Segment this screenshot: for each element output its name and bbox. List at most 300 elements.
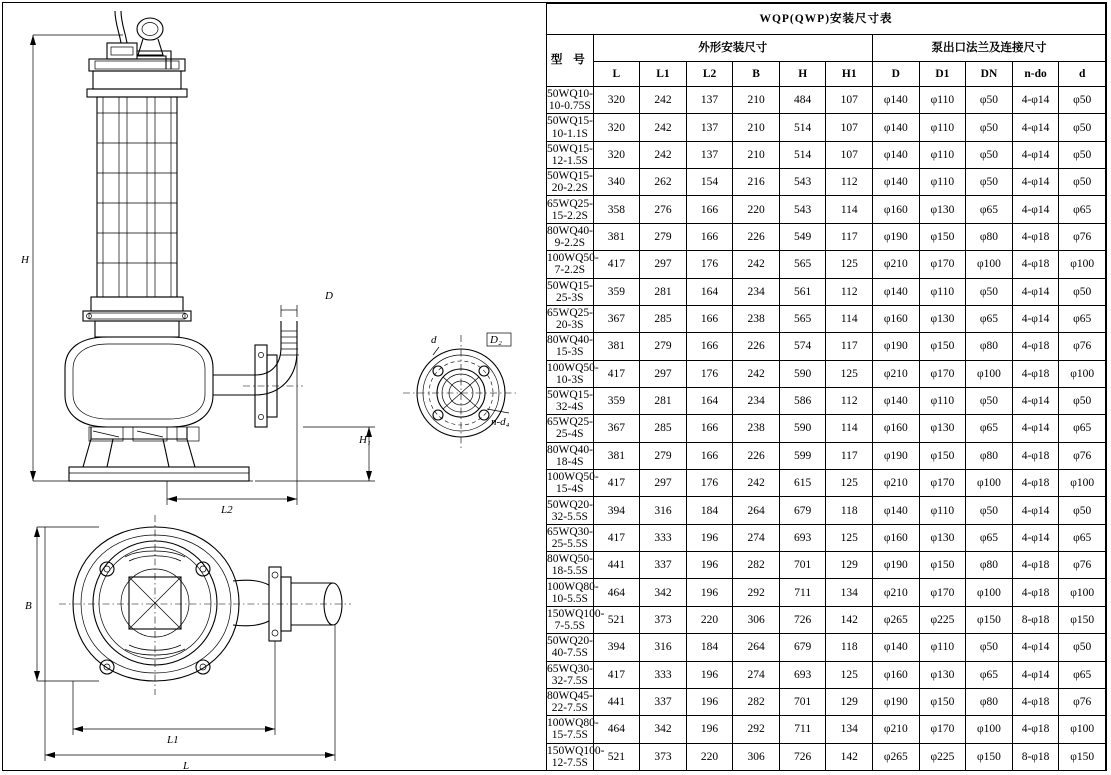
cell-D1: φ170: [919, 251, 966, 278]
cell-L2: 166: [686, 196, 733, 223]
cell-H: 543: [779, 169, 826, 196]
header-col-ndo: n-do: [1012, 62, 1059, 87]
cell-B: 216: [733, 169, 780, 196]
cell-H1: 114: [826, 415, 873, 442]
cell-L: 417: [593, 360, 640, 387]
cell-L2: 137: [686, 114, 733, 141]
table-row: [547, 497, 1106, 524]
cell-L: 417: [593, 470, 640, 497]
cell-D1: φ110: [919, 141, 966, 168]
cell-ndo: 4-φ14: [1012, 524, 1059, 551]
header-col-d: d: [1059, 62, 1106, 87]
cell-DN: φ50: [966, 87, 1013, 114]
cell-model: 65WQ30-32-7.5S: [547, 662, 593, 687]
cell-ndo: 4-φ14: [1012, 114, 1059, 141]
cell-H1: 114: [826, 196, 873, 223]
front-view-dim-H-label: H: [21, 254, 29, 266]
cell-D: φ190: [873, 688, 920, 715]
cell-L: 464: [593, 716, 640, 743]
cell-D1: φ150: [919, 552, 966, 579]
cell-L1: 242: [640, 114, 687, 141]
header-col-B: B: [733, 62, 780, 87]
cell-H1: 134: [826, 716, 873, 743]
cell-ndo: 4-φ14: [1012, 497, 1059, 524]
table-row: [547, 114, 1106, 141]
cell-D1: φ170: [919, 360, 966, 387]
cell-D: φ210: [873, 579, 920, 606]
pump-drawing: [3, 3, 545, 770]
cell-d: φ65: [1059, 415, 1106, 442]
cell-H1: 112: [826, 278, 873, 305]
cell-H1: 117: [826, 442, 873, 469]
cell-DN: φ50: [966, 278, 1013, 305]
top-view-dim-L-label: L: [183, 760, 190, 770]
cell-L1: 262: [640, 169, 687, 196]
cell-D1: φ150: [919, 442, 966, 469]
cell-L2: 184: [686, 497, 733, 524]
cell-D: φ160: [873, 305, 920, 332]
cell-ndo: 4-φ18: [1012, 251, 1059, 278]
cell-ndo: 4-φ14: [1012, 387, 1059, 414]
cell-d: φ65: [1059, 524, 1106, 551]
cell-L2: 196: [686, 552, 733, 579]
cell-ndo: 4-φ14: [1012, 196, 1059, 223]
cell-model: 150WQ100-12-7.5S: [547, 744, 605, 769]
cell-H: 701: [779, 688, 826, 715]
cell-D: φ210: [873, 470, 920, 497]
cell-L1: 285: [640, 415, 687, 442]
cell-model: 100WQ80-15-7.5S: [547, 717, 599, 742]
cell-L2: 176: [686, 360, 733, 387]
cell-L: 320: [593, 87, 640, 114]
cell-D1: φ110: [919, 169, 966, 196]
cell-model: 50WQ15-25-3S: [547, 279, 593, 304]
table-row: [547, 196, 1106, 223]
cell-L1: 342: [640, 716, 687, 743]
cell-L2: 176: [686, 251, 733, 278]
cell-DN: φ65: [966, 305, 1013, 332]
cell-B: 306: [733, 606, 780, 633]
cell-ndo: 4-φ14: [1012, 415, 1059, 442]
cell-L1: 297: [640, 470, 687, 497]
cell-D: φ160: [873, 415, 920, 442]
cell-model: 80WQ40-15-3S: [547, 334, 593, 359]
cell-DN: φ80: [966, 688, 1013, 715]
cell-L1: 279: [640, 442, 687, 469]
cell-L1: 333: [640, 661, 687, 688]
cell-L1: 316: [640, 634, 687, 661]
cell-DN: φ80: [966, 333, 1013, 360]
cell-H: 484: [779, 87, 826, 114]
cell-DN: φ100: [966, 360, 1013, 387]
cell-DN: φ150: [966, 606, 1013, 633]
cell-ndo: 4-φ14: [1012, 278, 1059, 305]
cell-D1: φ110: [919, 114, 966, 141]
table-row: [547, 688, 1106, 715]
table-head: [547, 4, 1106, 87]
cell-D1: φ225: [919, 606, 966, 633]
cell-L: 417: [593, 661, 640, 688]
cell-H1: 114: [826, 305, 873, 332]
cell-L: 381: [593, 223, 640, 250]
cell-D: φ140: [873, 169, 920, 196]
cell-D1: φ110: [919, 87, 966, 114]
cell-D: φ160: [873, 661, 920, 688]
cell-DN: φ150: [966, 743, 1013, 770]
cell-L1: 316: [640, 497, 687, 524]
cell-D: φ210: [873, 251, 920, 278]
cell-model: 80WQ45-22-7.5S: [547, 690, 593, 715]
cell-B: 234: [733, 278, 780, 305]
cell-L: 521: [593, 606, 640, 633]
flange-dim-d-label: d: [431, 334, 437, 346]
table-row: [547, 251, 1106, 278]
cell-B: 238: [733, 305, 780, 332]
front-view-dim-D-label: D: [325, 290, 333, 302]
flange-dim-D2-label: D₂: [490, 334, 502, 346]
cell-D: φ140: [873, 141, 920, 168]
cell-H1: 125: [826, 661, 873, 688]
cell-D: φ160: [873, 524, 920, 551]
header-group-outline: 外形安装尺寸: [593, 35, 872, 62]
cell-H1: 118: [826, 634, 873, 661]
cell-H: 599: [779, 442, 826, 469]
cell-B: 274: [733, 661, 780, 688]
cell-ndo: 4-φ18: [1012, 360, 1059, 387]
cell-model: 100WQ80-10-5.5S: [547, 580, 599, 605]
cell-D: φ160: [873, 196, 920, 223]
cell-model: 65WQ25-25-4S: [547, 416, 593, 441]
cell-L2: 176: [686, 470, 733, 497]
cell-model: 65WQ25-20-3S: [547, 306, 593, 332]
dimension-table: [546, 3, 1106, 771]
cell-model: 100WQ50-7-2.2S: [547, 252, 599, 277]
header-col-D1: D1: [919, 62, 966, 87]
cell-B: 234: [733, 387, 780, 414]
top-view-dim-B-label: B: [25, 600, 32, 612]
cell-H1: 107: [826, 141, 873, 168]
cell-DN: φ50: [966, 634, 1013, 661]
cell-L2: 166: [686, 333, 733, 360]
cell-D: φ190: [873, 223, 920, 250]
cell-d: φ50: [1059, 278, 1106, 305]
cell-D1: φ130: [919, 305, 966, 332]
cell-D: φ190: [873, 442, 920, 469]
cell-L1: 297: [640, 360, 687, 387]
cell-L: 521: [593, 743, 640, 770]
cell-L1: 342: [640, 579, 687, 606]
cell-d: φ100: [1059, 251, 1106, 278]
cell-H: 711: [779, 579, 826, 606]
header-col-H: H: [779, 62, 826, 87]
cell-H: 693: [779, 661, 826, 688]
cell-L2: 166: [686, 442, 733, 469]
cell-L1: 373: [640, 606, 687, 633]
cell-ndo: 8-φ18: [1012, 606, 1059, 633]
cell-d: φ76: [1059, 552, 1106, 579]
cell-D: φ210: [873, 360, 920, 387]
cell-d: φ150: [1059, 743, 1106, 770]
cell-d: φ50: [1059, 497, 1106, 524]
front-view-dim-H1-label: H₁: [359, 434, 371, 446]
cell-L1: 281: [640, 387, 687, 414]
cell-DN: φ50: [966, 387, 1013, 414]
cell-H: 679: [779, 634, 826, 661]
header-col-DN: DN: [966, 62, 1013, 87]
cell-B: 242: [733, 251, 780, 278]
table-row: [547, 87, 1106, 114]
cell-B: 292: [733, 716, 780, 743]
cell-d: φ50: [1059, 141, 1106, 168]
cell-d: φ100: [1059, 579, 1106, 606]
cell-H1: 118: [826, 497, 873, 524]
cell-L: 394: [593, 634, 640, 661]
cell-D: φ265: [873, 606, 920, 633]
cell-D1: φ130: [919, 661, 966, 688]
cell-DN: φ50: [966, 169, 1013, 196]
cell-D: φ140: [873, 87, 920, 114]
cell-ndo: 4-φ14: [1012, 169, 1059, 196]
cell-d: φ50: [1059, 87, 1106, 114]
table-body: [547, 87, 1106, 771]
header-col-H1: H1: [826, 62, 873, 87]
cell-D: φ140: [873, 278, 920, 305]
cell-L1: 373: [640, 743, 687, 770]
cell-H: 565: [779, 251, 826, 278]
cell-H1: 129: [826, 552, 873, 579]
cell-DN: φ100: [966, 251, 1013, 278]
flange-dim-ndo-label: n-d₄: [491, 416, 510, 428]
cell-H1: 134: [826, 579, 873, 606]
table-row: [547, 716, 1106, 743]
cell-model: 100WQ50-15-4S: [547, 471, 599, 496]
cell-d: φ65: [1059, 196, 1106, 223]
cell-L1: 242: [640, 87, 687, 114]
cell-L2: 196: [686, 716, 733, 743]
header-col-D: D: [873, 62, 920, 87]
cell-L: 381: [593, 442, 640, 469]
front-view: [20, 11, 375, 516]
table-row: [547, 524, 1106, 551]
cell-L1: 333: [640, 524, 687, 551]
cell-L2: 137: [686, 87, 733, 114]
header-group-flange: 泵出口法兰及连接尺寸: [873, 35, 1106, 62]
cell-DN: φ100: [966, 716, 1013, 743]
cell-L1: 281: [640, 278, 687, 305]
table-row: [547, 606, 1106, 633]
cell-L: 359: [593, 278, 640, 305]
cell-DN: φ100: [966, 579, 1013, 606]
cell-L1: 276: [640, 196, 687, 223]
cell-model: 150WQ100-7-5.5S: [547, 607, 605, 632]
cell-H: 514: [779, 114, 826, 141]
cell-H1: 142: [826, 606, 873, 633]
cell-H: 549: [779, 223, 826, 250]
cell-model: 80WQ50-18-5.5S: [547, 553, 593, 578]
cell-d: φ50: [1059, 114, 1106, 141]
cell-model: 50WQ15-20-2.2S: [547, 170, 593, 195]
cell-model: 50WQ20-32-5.5S: [547, 498, 593, 523]
cell-D1: φ170: [919, 470, 966, 497]
cell-D1: φ170: [919, 579, 966, 606]
cell-D: φ190: [873, 333, 920, 360]
cell-B: 210: [733, 141, 780, 168]
cell-L: 441: [593, 688, 640, 715]
table-row: [547, 415, 1106, 442]
cell-D1: φ110: [919, 387, 966, 414]
cell-ndo: 4-φ18: [1012, 552, 1059, 579]
header-model: 型 号: [547, 35, 594, 87]
cell-L: 359: [593, 387, 640, 414]
cell-DN: φ50: [966, 141, 1013, 168]
cell-B: 226: [733, 333, 780, 360]
cell-D1: φ130: [919, 524, 966, 551]
cell-L2: 164: [686, 278, 733, 305]
cell-d: φ65: [1059, 661, 1106, 688]
cell-DN: φ80: [966, 442, 1013, 469]
cell-D: φ265: [873, 743, 920, 770]
cell-DN: φ50: [966, 114, 1013, 141]
pump-drawing-svg: [3, 3, 545, 770]
cell-D1: φ110: [919, 278, 966, 305]
cell-L: 367: [593, 415, 640, 442]
cell-B: 242: [733, 360, 780, 387]
cell-d: φ76: [1059, 688, 1106, 715]
cell-B: 306: [733, 743, 780, 770]
cell-L: 367: [593, 305, 640, 332]
cell-model: 65WQ30-25-5.5S: [547, 525, 593, 550]
cell-H: 726: [779, 606, 826, 633]
cell-L1: 337: [640, 688, 687, 715]
cell-H: 679: [779, 497, 826, 524]
cell-DN: φ50: [966, 497, 1013, 524]
cell-L: 417: [593, 251, 640, 278]
cell-D1: φ170: [919, 716, 966, 743]
cell-L1: 279: [640, 223, 687, 250]
cell-L: 358: [593, 196, 640, 223]
cell-L: 381: [593, 333, 640, 360]
table-row: [547, 579, 1106, 606]
table-row: [547, 169, 1106, 196]
cell-ndo: 4-φ18: [1012, 579, 1059, 606]
cell-d: φ65: [1059, 305, 1106, 332]
cell-L: 320: [593, 114, 640, 141]
cell-D1: φ150: [919, 688, 966, 715]
cell-B: 282: [733, 552, 780, 579]
cell-B: 226: [733, 223, 780, 250]
cell-L2: 184: [686, 634, 733, 661]
cell-d: φ100: [1059, 470, 1106, 497]
cell-H: 586: [779, 387, 826, 414]
cell-H1: 117: [826, 223, 873, 250]
cell-H: 590: [779, 360, 826, 387]
cell-L: 340: [593, 169, 640, 196]
cell-H: 615: [779, 470, 826, 497]
cell-B: 226: [733, 442, 780, 469]
cell-d: φ76: [1059, 333, 1106, 360]
cell-D: φ210: [873, 716, 920, 743]
cell-B: 210: [733, 114, 780, 141]
cell-ndo: 4-φ18: [1012, 223, 1059, 250]
cell-model: 50WQ15-10-1.1S: [547, 115, 593, 140]
cell-d: φ100: [1059, 716, 1106, 743]
cell-H1: 112: [826, 169, 873, 196]
cell-DN: φ65: [966, 524, 1013, 551]
cell-D1: φ130: [919, 196, 966, 223]
cell-D1: φ110: [919, 497, 966, 524]
cell-D: φ140: [873, 634, 920, 661]
cell-H1: 125: [826, 251, 873, 278]
cell-L2: 196: [686, 524, 733, 551]
cell-DN: φ65: [966, 196, 1013, 223]
header-col-L2: L2: [686, 62, 733, 87]
header-col-L: L: [593, 62, 640, 87]
cell-L1: 279: [640, 333, 687, 360]
cell-D: φ140: [873, 114, 920, 141]
dimension-table-wrap: [546, 3, 1106, 771]
cell-H1: 125: [826, 524, 873, 551]
cell-L2: 154: [686, 169, 733, 196]
cell-L: 417: [593, 524, 640, 551]
cell-model: 80WQ40-18-4S: [547, 443, 593, 468]
cell-H: 574: [779, 333, 826, 360]
cell-model: 50WQ20-40-7.5S: [547, 635, 593, 660]
cell-H: 565: [779, 305, 826, 332]
cell-B: 210: [733, 87, 780, 114]
table-row: [547, 442, 1106, 469]
cell-d: φ100: [1059, 360, 1106, 387]
cell-H1: 117: [826, 333, 873, 360]
cell-B: 264: [733, 634, 780, 661]
header-col-L1: L1: [640, 62, 687, 87]
cell-d: φ76: [1059, 223, 1106, 250]
cell-ndo: 4-φ18: [1012, 442, 1059, 469]
cell-L2: 137: [686, 141, 733, 168]
cell-B: 282: [733, 688, 780, 715]
cell-H1: 125: [826, 360, 873, 387]
cell-H1: 125: [826, 470, 873, 497]
cell-ndo: 4-φ18: [1012, 688, 1059, 715]
table-row: [547, 552, 1106, 579]
cell-ndo: 4-φ14: [1012, 87, 1059, 114]
cell-B: 220: [733, 196, 780, 223]
cell-model: 50WQ15-32-4S: [547, 389, 593, 414]
cell-DN: φ100: [966, 470, 1013, 497]
cell-B: 238: [733, 415, 780, 442]
cell-B: 292: [733, 579, 780, 606]
cell-H1: 129: [826, 688, 873, 715]
cell-L1: 337: [640, 552, 687, 579]
table-title: WQP(QWP)安装尺寸表: [547, 4, 1106, 35]
cell-L2: 196: [686, 688, 733, 715]
cell-H: 711: [779, 716, 826, 743]
table-row: [547, 223, 1106, 250]
table-row: [547, 634, 1106, 661]
cell-ndo: 4-φ14: [1012, 661, 1059, 688]
cell-d: φ76: [1059, 442, 1106, 469]
cell-L2: 166: [686, 415, 733, 442]
cell-model: 80WQ40-9-2.2S: [547, 224, 593, 249]
table-row: [547, 305, 1106, 332]
cell-ndo: 4-φ18: [1012, 470, 1059, 497]
cell-model: 50WQ15-12-1.5S: [547, 142, 593, 167]
cell-ndo: 4-φ14: [1012, 141, 1059, 168]
cell-D1: φ130: [919, 415, 966, 442]
cell-D: φ140: [873, 497, 920, 524]
flange-detail-view: [403, 333, 519, 451]
cell-d: φ50: [1059, 634, 1106, 661]
cell-L: 394: [593, 497, 640, 524]
